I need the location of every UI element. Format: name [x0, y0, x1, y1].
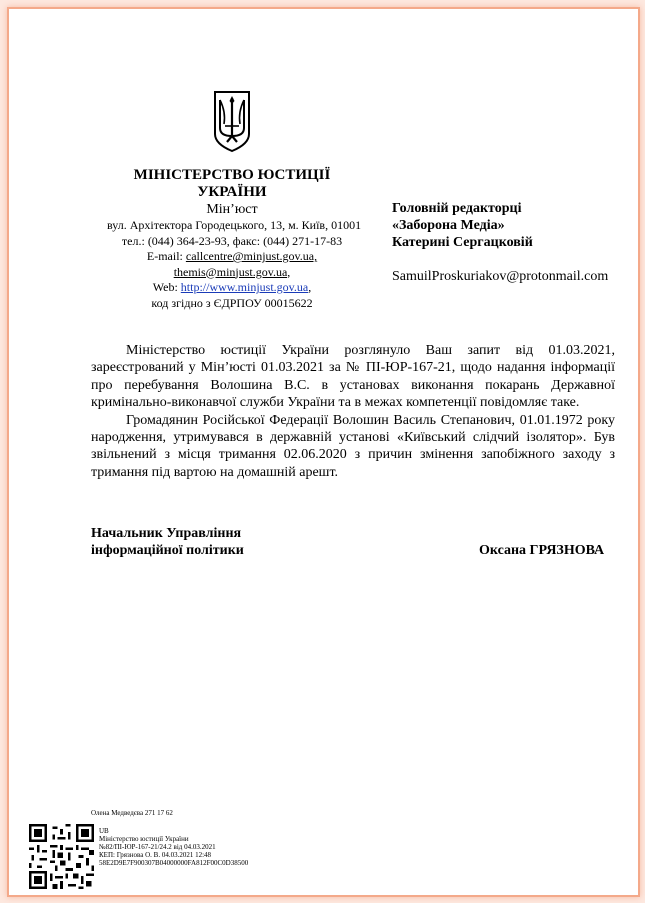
qr-code-icon — [29, 824, 94, 889]
web-suffix: , — [308, 280, 312, 294]
stamp-line5: 58E2D9E7F900307B04000000FA812F00C0D38500 — [99, 859, 249, 867]
ministry-title-line1: МІНІСТЕРСТВО ЮСТИЦІЇ — [133, 167, 331, 183]
ministry-email-line — [107, 249, 357, 265]
web-label: Web: — [152, 280, 181, 294]
ministry-web-line — [107, 280, 357, 296]
ministry-web-link[interactable]: http://www.minjust.gov.ua — [180, 280, 309, 294]
ministry-phone: тел.: (044) 364-23-93, факс: (044) 271-17-83 — [121, 233, 343, 248]
executor-note: Олена Медведєва 271 17 62 — [91, 809, 173, 817]
signatory-position-line1: Начальник Управління — [91, 526, 242, 541]
email-label: E-mail: — [146, 249, 186, 263]
ministry-email-link-2[interactable]: themis@minjust.gov.ua, — [173, 264, 291, 279]
ministry-title-line2: УКРАЇНИ — [197, 184, 267, 200]
stamp-line2: Міністерство юстиції України — [99, 835, 189, 843]
trident-emblem-icon — [212, 90, 252, 153]
letter-body — [91, 342, 615, 481]
letter-page — [7, 7, 640, 897]
recipient-email: SamuilProskuriakov@protonmail.com — [392, 269, 609, 284]
signatory-position — [91, 525, 244, 559]
ministry-header — [107, 167, 362, 311]
stamp-line1: UB — [99, 827, 109, 835]
ministry-edrpou: код згідно з ЄДРПОУ 00015622 — [151, 295, 313, 310]
recipient-block — [392, 200, 533, 251]
recipient-line1: Головній редакторці — [392, 201, 522, 216]
ministry-short-name: Мін’юст — [206, 202, 258, 217]
ministry-email-line-2 — [107, 265, 357, 281]
ministry-address: вул. Архітектора Городецького, 13, м. Київ, 01001 — [107, 218, 362, 232]
recipient-line2: «Заборона Медіа» — [392, 218, 505, 233]
body-paragraph-2: Громадянин Російської Федерації Волошин Василь Степанович, 01.01.1972 року народження, утримувався в державній установі «Київський слідчий ізолятор». Був звільнений з місця тримання 02.06.2020 з причин змінення запобіжного заходу з тримання під вартою на домашній арешт. — [91, 412, 615, 480]
body-paragraph-1: Міністерство юстиції України розглянуло Ваш запит від 01.03.2021, зареєстрований у Мін’юсті 01.03.2021 за № ПІ-ЮР-167-21, щодо надання інформації про перебування Волошина В.С. в установах виконання покарань Державної кримінально-виконавчої служби України та в межах компетенції повідомляє таке. — [91, 343, 615, 411]
ministry-email-link-1[interactable]: callcentre@minjust.gov.ua, — [185, 249, 318, 263]
e-signature-stamp — [99, 827, 248, 867]
recipient-line3: Катерині Сергацковій — [392, 235, 533, 250]
signatory-position-line2: інформаційної політики — [91, 543, 244, 558]
stamp-line4: КЕП: Грязнова О. В. 04.03.2021 12:48 — [99, 851, 212, 859]
signatory-name: Оксана ГРЯЗНОВА — [479, 543, 605, 558]
stamp-line3: №82/ПІ-ЮР-167-21/24.2 від 04.03.2021 — [99, 843, 216, 851]
